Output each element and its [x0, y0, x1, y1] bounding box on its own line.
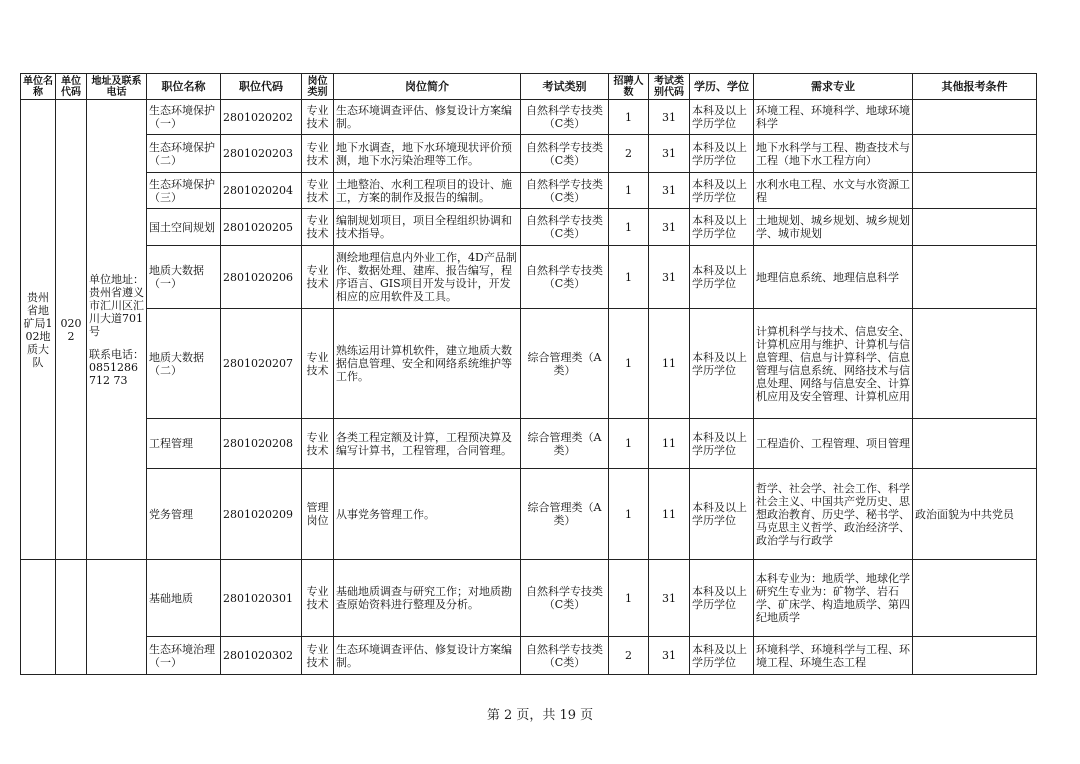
exam-code: 31 [649, 209, 690, 246]
unit-name-cell: 贵州省地矿局102地质大队 [21, 100, 56, 560]
unit-phone: 联系电话：0851286712 73 [89, 347, 144, 387]
post-intro: 生态环境调查评估、修复设计方案编制。 [334, 100, 521, 135]
header-post-intro: 岗位简介 [334, 74, 521, 100]
post-type: 管理岗位 [302, 469, 334, 560]
post-name: 工程管理 [147, 419, 221, 469]
other-conditions [913, 419, 1037, 469]
unit-address: 单位地址：贵州省遵义市汇川区汇川大道701号 [89, 272, 144, 338]
exam-type: 自然科学专技类（C类） [521, 637, 609, 675]
other-conditions [913, 135, 1037, 173]
major: 工程造价、工程管理、项目管理 [754, 419, 913, 469]
header-other: 其他报考条件 [913, 74, 1037, 100]
post-code: 2801020208 [221, 419, 302, 469]
post-type: 专业技术 [302, 419, 334, 469]
exam-code: 11 [649, 469, 690, 560]
page-footer: 第 2 页，共 19 页 [486, 708, 594, 723]
exam-type: 综合管理类（A类） [521, 419, 609, 469]
post-intro: 熟练运用计算机软件，建立地质大数据信息管理、安全和网络系统维护等工作。 [334, 309, 521, 419]
exam-type: 自然科学专技类（C类） [521, 100, 609, 135]
header-unit-name: 单位名称 [21, 74, 56, 100]
header-post-name: 职位名称 [147, 74, 221, 100]
exam-code: 11 [649, 309, 690, 419]
recruit-count: 2 [609, 135, 649, 173]
header-recruit: 招聘人数 [609, 74, 649, 100]
post-code: 2801020302 [221, 637, 302, 675]
exam-type: 自然科学专技类（C类） [521, 246, 609, 309]
major: 本科专业为：地质学、地球化学 研究生专业为：矿物学、岩石学、矿床学、构造地质学、第四纪地质学 [754, 560, 913, 637]
post-name: 地质大数据（一） [147, 246, 221, 309]
major: 哲学、社会学、社会工作、科学社会主义、中国共产党历史、思想政治教育、历史学、秘书学、马克思主义哲学、政治经济学、政治学与行政学 [754, 469, 913, 560]
header-exam-code: 考试类别代码 [649, 74, 690, 100]
post-code: 2801020207 [221, 309, 302, 419]
exam-code: 31 [649, 100, 690, 135]
table-row [21, 209, 1037, 246]
recruit-count: 1 [609, 419, 649, 469]
table-row [21, 100, 1037, 135]
post-intro: 各类工程定额及计算，工程预决算及编写计算书，工程管理，合同管理。 [334, 419, 521, 469]
post-intro: 基础地质调查与研究工作；对地质勘查原始资料进行整理及分析。 [334, 560, 521, 637]
exam-type: 自然科学专技类（C类） [521, 560, 609, 637]
post-name: 生态环境保护（一） [147, 100, 221, 135]
major: 地下水科学与工程、勘查技术与工程（地下水工程方向） [754, 135, 913, 173]
other-conditions [913, 637, 1037, 675]
exam-code: 31 [649, 246, 690, 309]
education: 本科及以上学历学位 [690, 135, 754, 173]
major: 水利水电工程、水文与水资源工程 [754, 173, 913, 209]
exam-type: 综合管理类（A类） [521, 469, 609, 560]
post-intro: 地下水调查，地下水环境现状评价预测，地下水污染治理等工作。 [334, 135, 521, 173]
post-type: 专业技术 [302, 135, 334, 173]
other-conditions [913, 100, 1037, 135]
post-code: 2801020301 [221, 560, 302, 637]
exam-code: 11 [649, 419, 690, 469]
other-conditions [913, 309, 1037, 419]
unit-code-cell-2 [56, 560, 87, 675]
header-post-type: 岗位类别 [302, 74, 334, 100]
recruit-count: 1 [609, 246, 649, 309]
other-conditions [913, 173, 1037, 209]
education: 本科及以上学历学位 [690, 100, 754, 135]
major: 计算机科学与技术、信息安全、计算机应用与维护、计算机与信息管理、信息与计算科学、信息管理与信息系统、网络技术与信息处理、网络与信息安全、计算机应用及安全管理、计算机应用 [754, 309, 913, 419]
education: 本科及以上学历学位 [690, 209, 754, 246]
post-type: 专业技术 [302, 246, 334, 309]
recruit-count: 1 [609, 560, 649, 637]
post-name: 生态环境保护（二） [147, 135, 221, 173]
post-type: 专业技术 [302, 309, 334, 419]
major: 环境科学、环境科学与工程、环境工程、环境生态工程 [754, 637, 913, 675]
header-address: 地址及联系电话 [87, 74, 147, 100]
post-type: 专业技术 [302, 560, 334, 637]
header-post-code: 职位代码 [221, 74, 302, 100]
post-name: 地质大数据（二） [147, 309, 221, 419]
education: 本科及以上学历学位 [690, 560, 754, 637]
recruit-count: 1 [609, 173, 649, 209]
major: 地理信息系统、地理信息科学 [754, 246, 913, 309]
other-conditions: 政治面貌为中共党员 [913, 469, 1037, 560]
other-conditions [913, 209, 1037, 246]
post-code: 2801020202 [221, 100, 302, 135]
post-intro: 测绘地理信息内外业工作，4D产品制作、数据处理、建库、报告编写，程序语言、GIS项目开发与设计，开发相应的应用软件及工具。 [334, 246, 521, 309]
exam-code: 31 [649, 560, 690, 637]
table-row [21, 560, 1037, 637]
exam-type: 综合管理类（A类） [521, 309, 609, 419]
recruit-count: 1 [609, 469, 649, 560]
education: 本科及以上学历学位 [690, 469, 754, 560]
recruit-count: 1 [609, 309, 649, 419]
table-row [21, 135, 1037, 173]
table-row [21, 309, 1037, 419]
post-name: 生态环境保护（三） [147, 173, 221, 209]
recruit-count: 2 [609, 637, 649, 675]
post-code: 2801020205 [221, 209, 302, 246]
major: 土地规划、城乡规划、城乡规划学、城市规划 [754, 209, 913, 246]
education: 本科及以上学历学位 [690, 173, 754, 209]
header-unit-code: 单位代码 [56, 74, 87, 100]
table-row [21, 246, 1037, 309]
table-row [21, 637, 1037, 675]
header-education: 学历、学位 [690, 74, 754, 100]
exam-code: 31 [649, 173, 690, 209]
education: 本科及以上学历学位 [690, 419, 754, 469]
table-row [21, 173, 1037, 209]
exam-type: 自然科学专技类（C类） [521, 209, 609, 246]
exam-code: 31 [649, 637, 690, 675]
exam-type: 自然科学专技类（C类） [521, 173, 609, 209]
table-row [21, 419, 1037, 469]
unit-code-cell: 0202 [56, 100, 87, 560]
address-cell [87, 100, 147, 560]
recruit-count: 1 [609, 100, 649, 135]
education: 本科及以上学历学位 [690, 637, 754, 675]
header-major: 需求专业 [754, 74, 913, 100]
unit-name-cell-2 [21, 560, 56, 675]
post-code: 2801020209 [221, 469, 302, 560]
table-row [21, 469, 1037, 560]
post-intro: 土地整治、水利工程项目的设计、施工，方案的制作及报告的编制。 [334, 173, 521, 209]
major: 环境工程、环境科学、地球环境科学 [754, 100, 913, 135]
post-type: 专业技术 [302, 637, 334, 675]
post-name: 国土空间规划 [147, 209, 221, 246]
recruit-count: 1 [609, 209, 649, 246]
post-intro: 编制规划项目，项目全程组织协调和技术指导。 [334, 209, 521, 246]
header-exam-type: 考试类别 [521, 74, 609, 100]
post-code: 2801020204 [221, 173, 302, 209]
header-row [21, 74, 1037, 100]
address-cell-2 [87, 560, 147, 675]
post-type: 专业技术 [302, 209, 334, 246]
exam-code: 31 [649, 135, 690, 173]
post-intro: 从事党务管理工作。 [334, 469, 521, 560]
post-name: 基础地质 [147, 560, 221, 637]
other-conditions [913, 246, 1037, 309]
post-type: 专业技术 [302, 173, 334, 209]
education: 本科及以上学历学位 [690, 309, 754, 419]
other-conditions [913, 560, 1037, 637]
exam-type: 自然科学专技类（C类） [521, 135, 609, 173]
education: 本科及以上学历学位 [690, 246, 754, 309]
post-name: 党务管理 [147, 469, 221, 560]
recruitment-table [20, 73, 1037, 675]
post-code: 2801020206 [221, 246, 302, 309]
post-code: 2801020203 [221, 135, 302, 173]
post-intro: 生态环境调查评估、修复设计方案编制。 [334, 637, 521, 675]
post-name: 生态环境治理（一） [147, 637, 221, 675]
post-type: 专业技术 [302, 100, 334, 135]
